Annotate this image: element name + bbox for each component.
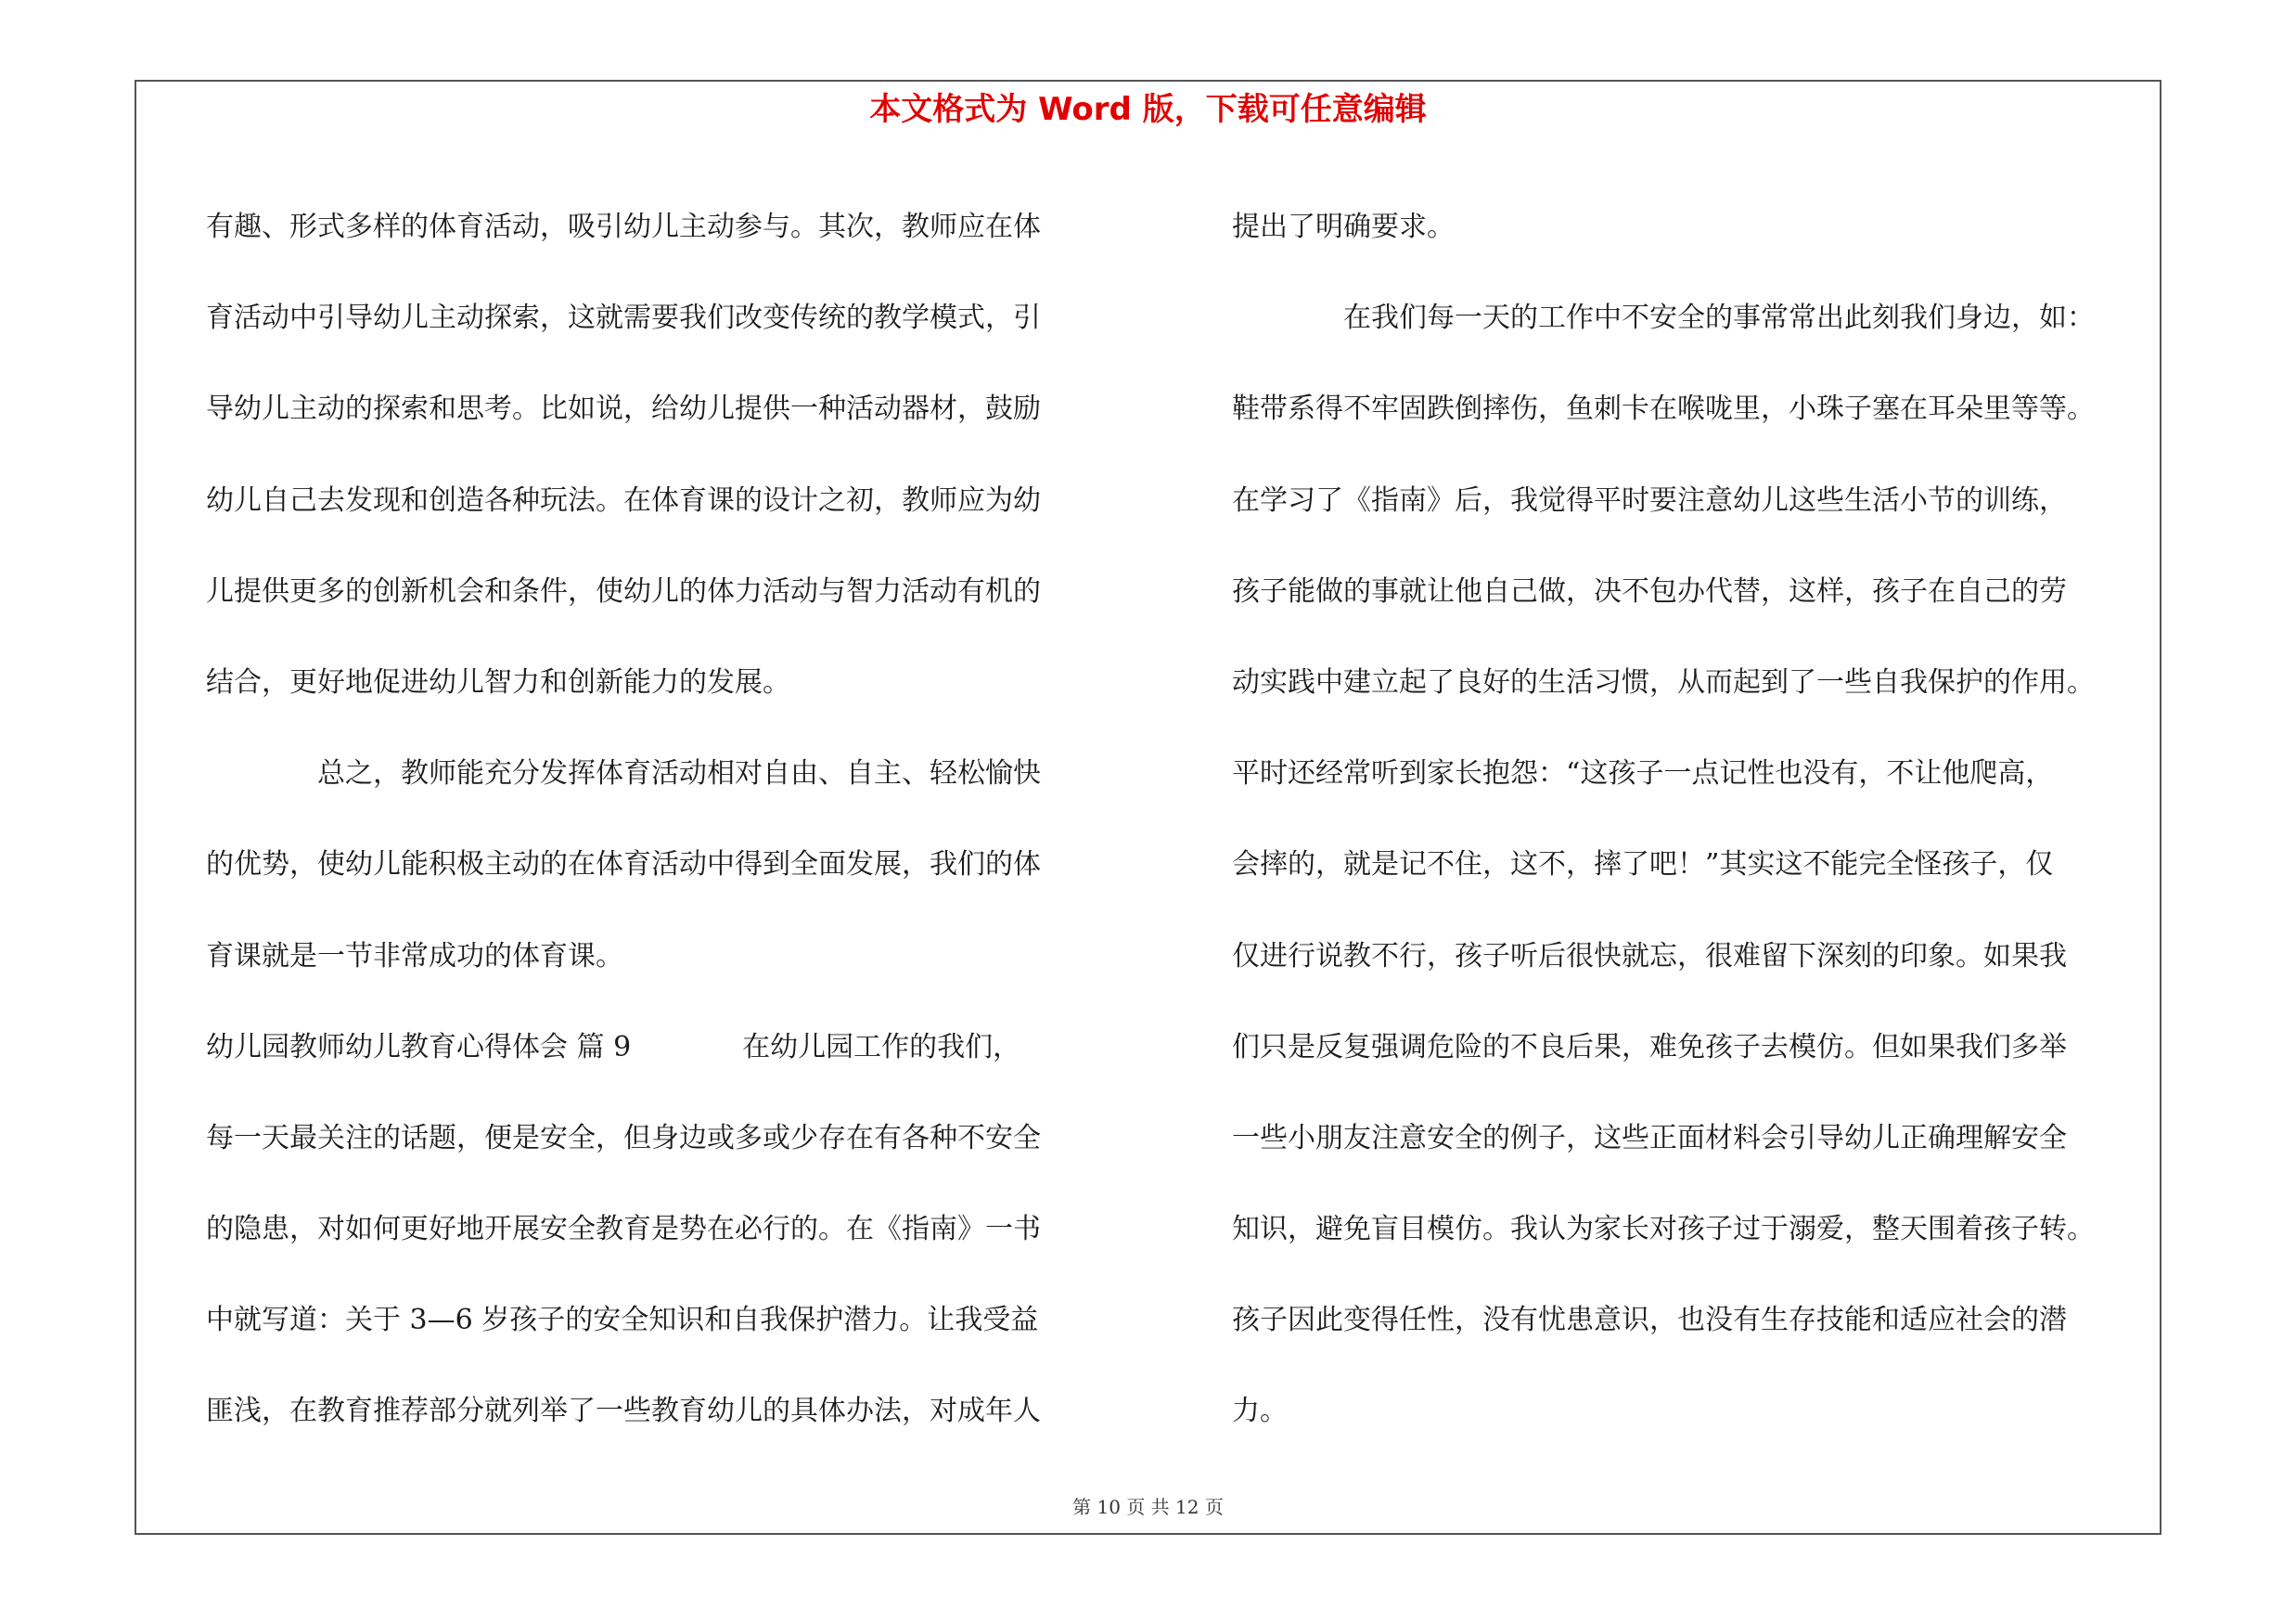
text-line: 知识，避免盲目模仿。我认为家长对孩子过于溺爱，整天围着孩子转。 <box>1232 1213 2095 1246</box>
text-line: 结合，更好地促进幼儿智力和创新能力的发展。 <box>206 665 790 699</box>
text-line: 在学习了《指南》后，我觉得平时要注意幼儿这些生活小节的训练， <box>1232 483 2067 517</box>
text-line: 每一天最关注的话题，便是安全，但身边或多或少存在有各种不安全 <box>206 1121 1041 1154</box>
text-line: 力。 <box>1232 1395 1288 1428</box>
text-line: 仅进行说教不行，孩子听后很快就忘，很难留下深刻的印象。如果我 <box>1232 939 2067 973</box>
text-line: 孩子能做的事就让他自己做，决不包办代替，这样，孩子在自己的劳 <box>1232 574 2067 608</box>
right-text-column <box>1232 182 2160 1458</box>
text-line: 总之，教师能充分发挥体育活动相对自由、自主、轻松愉快 <box>206 757 1041 791</box>
section-heading-line: 幼儿园教师幼儿教育心得体会 篇 9 在幼儿园工作的我们， <box>206 1030 1021 1063</box>
text-line: 导幼儿主动的探索和思考。比如说，给幼儿提供一种活动器材，鼓励 <box>206 393 1041 426</box>
left-text-column <box>206 182 1134 1458</box>
text-line: 儿提供更多的创新机会和条件，使幼儿的体力活动与智力活动有机的 <box>206 574 1041 608</box>
text-line: 鞋带系得不牢固跌倒摔伤，鱼刺卡在喉咙里，小珠子塞在耳朵里等等。 <box>1232 393 2095 426</box>
text-line: 平时还经常听到家长抱怨：“这孩子一点记性也没有，不让他爬高， <box>1232 757 2054 791</box>
text-line: 动实践中建立起了良好的生活习惯，从而起到了一些自我保护的作用。 <box>1232 665 2095 699</box>
text-line: 会摔的，就是记不住，这不，摔了吧！”其实这不能完全怪孩子，仅 <box>1232 848 2054 882</box>
text-line: 育活动中引导幼儿主动探索，这就需要我们改变传统的教学模式，引 <box>206 302 1041 335</box>
text-line: 匪浅，在教育推荐部分就列举了一些教育幼儿的具体办法，对成年人 <box>206 1395 1041 1428</box>
format-notice-banner: 本文格式为 Word 版，下载可任意编辑 <box>869 91 1427 128</box>
text-line: 育课就是一节非常成功的体育课。 <box>206 939 623 973</box>
text-line: 一些小朋友注意安全的例子，这些正面材料会引导幼儿正确理解安全 <box>1232 1121 2067 1154</box>
text-line: 的优势，使幼儿能积极主动的在体育活动中得到全面发展，我们的体 <box>206 848 1041 882</box>
text-line: 中就写道：关于 3—6 岁孩子的安全知识和自我保护潜力。让我受益 <box>206 1304 1039 1337</box>
text-line: 提出了明确要求。 <box>1232 211 1455 243</box>
text-line: 们只是反复强调危险的不良后果，难免孩子去模仿。但如果我们多举 <box>1232 1030 2067 1063</box>
text-line: 在我们每一天的工作中不安全的事常常出此刻我们身边，如： <box>1232 302 2095 335</box>
text-line: 幼儿自己去发现和创造各种玩法。在体育课的设计之初，教师应为幼 <box>206 483 1041 517</box>
text-line: 孩子因此变得任性，没有忧患意识，也没有生存技能和适应社会的潜 <box>1232 1304 2067 1337</box>
text-line: 有趣、形式多样的体育活动，吸引幼儿主动参与。其次，教师应在体 <box>206 211 1041 243</box>
text-line: 的隐患，对如何更好地开展安全教育是势在必行的。在《指南》一书 <box>206 1213 1041 1246</box>
page-number-footer: 第 10 页 共 12 页 <box>1072 1496 1224 1518</box>
